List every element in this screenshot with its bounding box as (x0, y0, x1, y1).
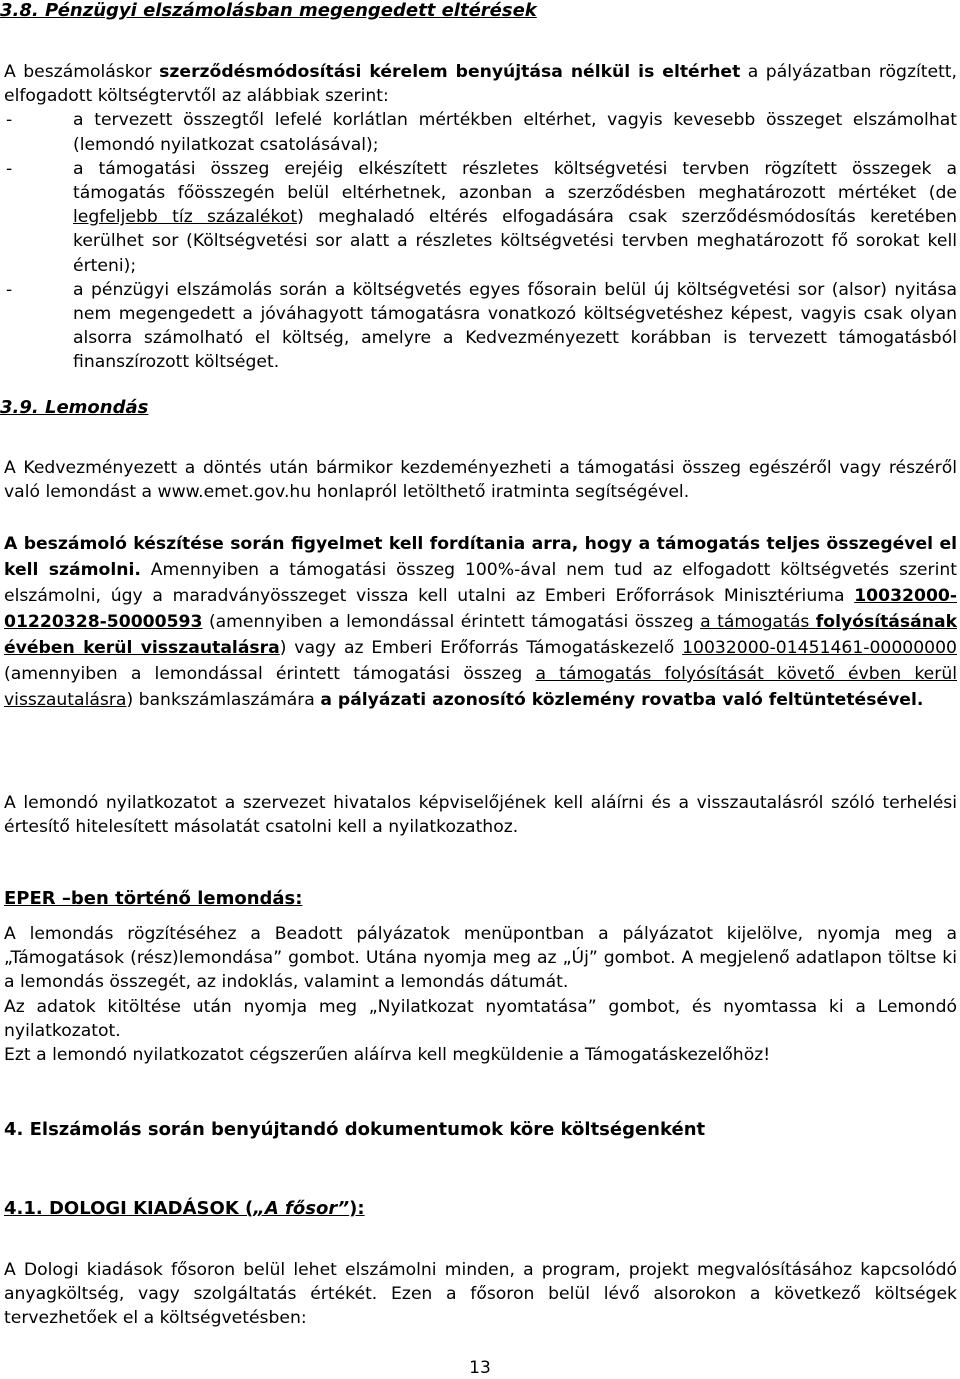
list-dash: - (6, 110, 13, 131)
list-item-text: a tervezett összegtől lefelé korlátlan mértékben eltérhet, vagyis kevesebb összeget elszámolhat (lemondó nyilatkozat csatolásával); (73, 110, 957, 155)
section-4-title: 4. Elszámolás során benyújtandó dokumentumok köre költségenként (4, 1119, 706, 1140)
eper-title: EPER –ben történő lemondás: (4, 888, 303, 909)
section-3-9-title: 3.9. Lemondás (0, 397, 149, 418)
list-item (4, 108, 957, 156)
section-3-8-body (4, 60, 957, 375)
list-item-text: a támogatási összeg erejéig elkészített részletes költségvetési tervben rögzített összegek a támogatás főösszegén belül eltérhetnek, azonban a szerződésben meghatározott mértéket (de legfeljebb tíz százalékot) meghaladó eltérés elfogadására csak szerződésmódosítás keretében kerülhet sor (Költségvetési sor alatt a részletes költségvetési tervben meghatározott fő sorokat kell érteni); (73, 158, 957, 276)
section-4-1-title: 4.1. DOLOGI KIADÁSOK („A fősor”): (4, 1198, 365, 1219)
section-3-9-paragraph-2: A beszámoló készítése során figyelmet kell fordítania arra, hogy a támogatás teljes összegével el kell számolni. Amennyiben a támogatási összeg 100%-ával nem tud az elfogadott költségvetés szerint elszámolni, úgy a maradványösszeget vissza kell utalni az Emberi Erőforrások Minisztériuma 10032000-01220328-50000593 (amennyiben a lemondással érintett támogatási összeg a támogatás folyósításának évében kerül visszautalásra) vagy az Emberi Erőforrás Támogatáskezelő 10032000-01451461-00000000 (amennyiben a lemondással érintett támogatási összeg a támogatás folyósítását követő évben kerül visszautalásra) bankszámlaszámára a pályázati azonosító közlemény rovatba való feltüntetésével. (4, 534, 957, 710)
eper-body (4, 922, 957, 1067)
list-dash: - (6, 158, 13, 179)
section-4-1-paragraph: A Dologi kiadások fősoron belül lehet elszámolni minden, a program, projekt megvalósításához kapcsolódó anyagköltség, vagy szolgáltatás értékét. Ezen a fősoron belül lévő alsorokon a következő költségek tervezhetőek el a költségvetésben: (4, 1260, 957, 1329)
eper-paragraph-1: A lemondás rögzítéséhez a Beadott pályázatok menüpontban a pályázatot kijelölve, nyomja meg a „Támogatások (rész)lemondása” gombot. Utána nyomja meg az „Új” gombot. A megjelenő adatlapon töltse ki a lemondás összegét, az indoklás, valamint a lemondás dátumát. (4, 924, 957, 993)
section-3-8-title: 3.8. Pénzügyi elszámolásban megengedett eltérések (0, 0, 537, 21)
section-3-9-paragraph-1: A Kedvezményezett a döntés után bármikor kezdeményezheti a támogatási összeg egészéről vagy részéről való lemondást a www.emet.gov.hu honlapról letölthető iratminta segítségével. (4, 458, 957, 503)
eper-paragraph-3: Ezt a lemondó nyilatkozatot cégszerűen aláírva kell megküldenie a Támogatáskezelőhöz! (4, 1045, 771, 1066)
section-3-8-intro: A beszámoláskor szerződésmódosítási kérelem benyújtása nélkül is eltérhet a pályázatban rögzített, elfogadott költségtervtől az alábbiak szerint: (4, 62, 958, 107)
bank-account-agency: 10032000-01451461-00000000 (682, 638, 957, 658)
list-dash: - (6, 279, 13, 300)
list-item (4, 157, 957, 278)
section-3-9-paragraph-3: A lemondó nyilatkozatot a szervezet hivatalos képviselőjének kell aláírni és a visszautalásról szóló terhelési értesítő hitelesített másolatát csatolni kell a nyilatkozathoz. (4, 793, 957, 838)
bank-account-ministry: 10032000-01220328-50000593 (4, 586, 957, 632)
list-item-text: a pénzügyi elszámolás során a költségvetés egyes fősorain belül új költségvetési sor (alsor) nyitása nem megengedett a jóváhagyott támogatásra vonatkozó költségvetéshez képest, vagyis csak olyan alsorra számolható el költség, amelyre a Kedvezményezett korábban is tervezett támogatásból finanszírozott költséget. (73, 279, 957, 373)
list-item (4, 278, 957, 375)
page-number: 13 (469, 1358, 491, 1378)
eper-paragraph-2: Az adatok kitöltése után nyomja meg „Nyilatkozat nyomtatása” gombot, és nyomtassa ki a Lemondó nyilatkozatot. (4, 996, 957, 1041)
underlined-limit: legfeljebb tíz százalékot (73, 207, 298, 228)
